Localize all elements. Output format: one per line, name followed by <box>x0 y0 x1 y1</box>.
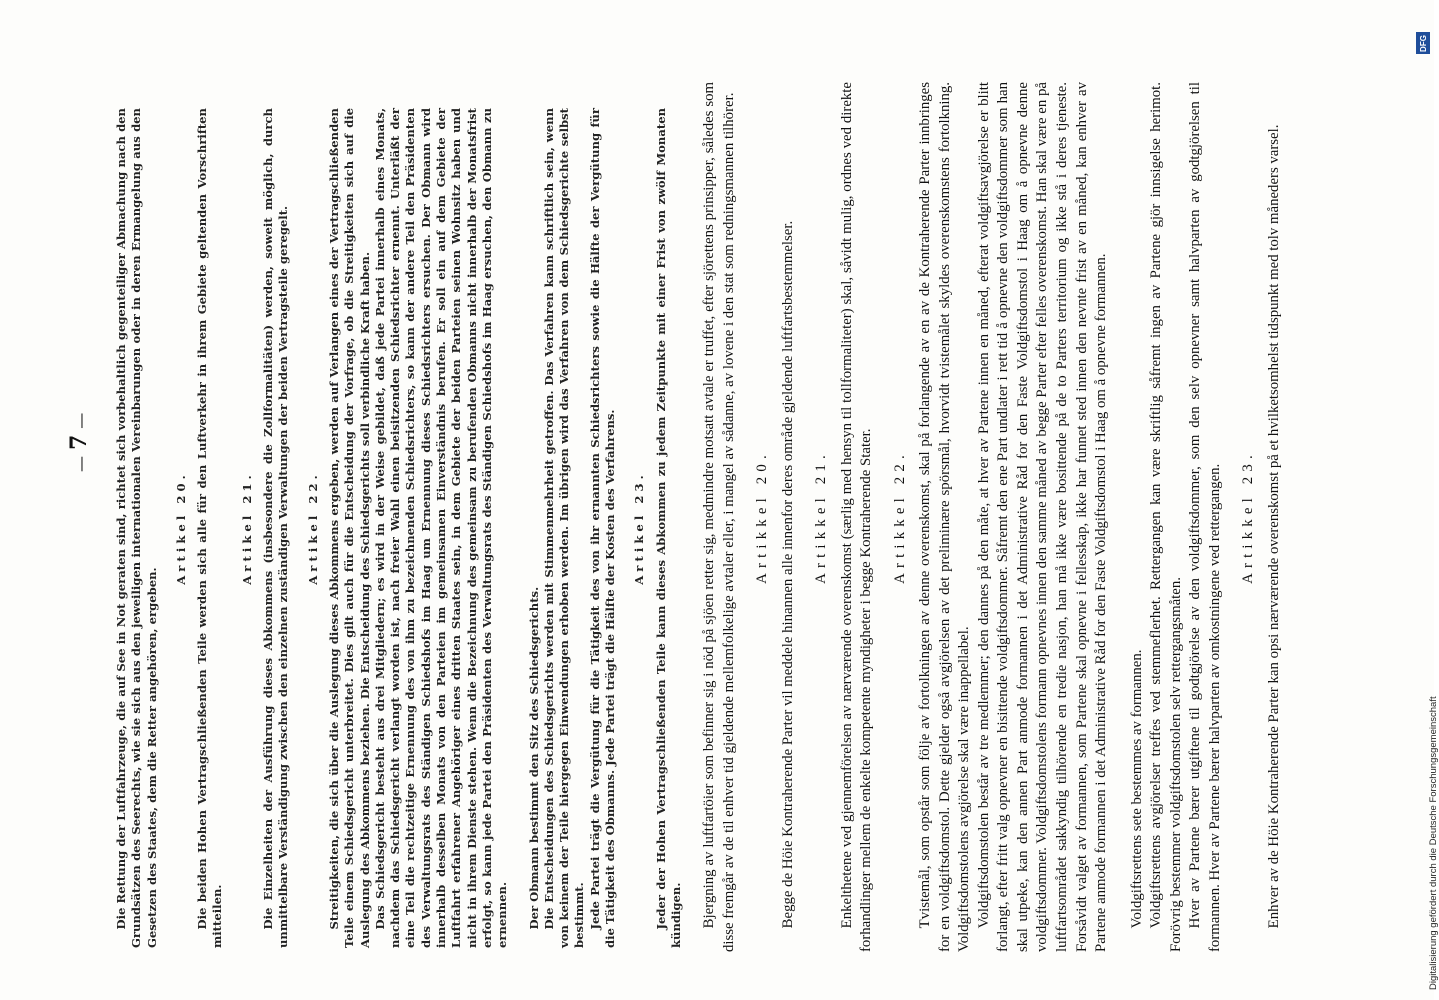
norwegian-article-22-para-3: Voldgiftsrettens sete bestemmes av formannen. <box>1128 649 1145 929</box>
german-article-22-heading: Artikel 22. <box>305 471 320 585</box>
german-intro: Die Rettung der Luftfahrzeuge, die auf See in Not geraten sind, richtet sich vorbehaltlich gegenteiliger Abmachung nach den Grundsätzen des Seerechts, wie sie sich aus den jeweiligen internationalen Vereinbarungen oder in deren Ermangelung aus den Gesetzen des Staates, dem die Retter angehören, ergeben. <box>114 108 159 948</box>
norwegian-intro: Bjergning av luftfartöier som befinner sig i nöd på sjöen retter sig, medmindre motsatt avtale er truffet, efter sjörettens prinsipper, således som disse fremgår av de til enhver tid gjeldende mellemfolkelige avtaler eller, i mangel av sådanne, av lovene i den stat som redningsmannen tilhörer. <box>701 82 737 952</box>
digitization-credit: Digitalisierung gefördert durch die Deutsche Forschungsgemeinschaft <box>1428 696 1439 990</box>
german-article-21-heading: Artikel 21. <box>239 471 254 585</box>
norwegian-article-22-para-2: Voldgiftsdomstolen består av tre medlemmer; den dannes på den måte, at hver av Partene innen en måned, efterat voldgiftsavgjörelse er blitt forlangt, efter fritt valg opnevner en bisittende voldgiftsdommer. Såfremt den ene Part undlater i rett tid å opnevne den voldgiftsdommer som han skal utpeke, kan den annen Part anmode formannen i det Administrative Råd for den Faste Voldgiftsdomstol i Haag om å opnevne denne voldgiftsdommer. Voldgiftsdomstolens formann opnevnes innen den samme måned av begge Parter efter felles overenskomst. Han skal være en på luftfartsområdet sakkyndig tilhörende en tredie nasjon, han må ikke være bosittende på de to Parters territorium og ikke stå i deres tjeneste. Forsåvidt valget av formannen, som Partene skal opnevne i fellesskap, ikke har funnet sted innen den nevnte frist av en måned, kan enhver av Partene anmode formannen i det Administrative Råd for den Faste Voldgiftsdomstol i Haag om å opnevne formannen. <box>975 82 1110 952</box>
norwegian-article-20-heading: Artikkel 20. <box>754 450 771 584</box>
norwegian-article-20-text: Begge de Höie Kontraherende Parter vil meddele hinannen alle innenfor deres område gjeldende luftfartsbestemmelser. <box>779 220 796 929</box>
german-article-20-heading: Artikel 20. <box>173 471 188 585</box>
norwegian-article-21-heading: Artikkel 21. <box>813 450 830 584</box>
german-article-23-text: Jeder der Hohen Vertragschließenden Teile kann dieses Abkommen zu jedem Zeitpunkte mit einer Frist von zwölf Monaten kündigen. <box>653 108 683 948</box>
german-article-22-para-2: Das Schiedsgericht besteht aus drei Mitgliedern; es wird in der Weise gebildet, daß jede Partei innerhalb eines Monats, nachdem das Schiedsgericht verlangt worden ist, nach freier Wahl einen beisitzenden Schiedsrichter ernennt. Unterläßt der eine Teil die rechtzeitige Ernennung des von ihm zu bezeichnenden Schiedsrichters, so kann der andere Teil den Präsidenten des Verwaltungsrats des Ständigen Schiedshofs im Haag um Ernennung dieses Schiedsrichters ersuchen. Der Obmann wird innerhalb desselben Monats von den Parteien im gemeinsamen Einverständnis berufen. Er soll ein auf dem Gebiete der Luftfahrt erfahrener Angehöriger eines dritten Staates sein, in dem Gebiete der beiden Parteien seinen Wohnsitz haben und nicht in ihrem Dienste stehen. Wenn die Bezeichnung des gemeinsam zu berufenden Obmanns nicht innerhalb der Monatsfrist erfolgt, so kann jede Partei den Präsidenten des Verwaltungsrats des Ständigen Schiedshofs im Haag ersuchen, den Obmann zu ernennen. <box>372 108 510 948</box>
norwegian-article-22-heading: Artikkel 22. <box>891 450 908 584</box>
german-article-22-para-5: Jede Partei trägt die Vergütung für die Tätigkeit des von ihr ernannten Schiedsrichters sowie die Hälfte der Vergütung für die Tätigkeit des Obmanns. Jede Partei trägt die Hälfte der Kosten des Verfahrens. <box>587 108 618 948</box>
norwegian-article-23-text: Enhver av de Höie Kontraherende Parter kan opsi nærværende overenskomst på et hvilketsomhelst tidspunkt med tolv måneders varsel. <box>1265 124 1282 929</box>
norwegian-article-21-text: Enkelthetene ved gjennemförelsen av nærværende overenskomst (særlig med hensyn til tollformaliteter) skal, såvidt mulig, ordnes ved direkte forhandlinger mellem de enkelte kompetente myndigheter i begge Kontraherende Stater. <box>838 82 875 952</box>
german-column <box>114 108 684 948</box>
german-article-22-para-4: Die Entscheidungen des Schiedsgerichts werden mit Stimmenmehrheit getroffen. Das Verfahren kann schriftlich sein, wenn von keinem der Teile hiergegen Einwendungen erhoben werden. Im übrigen wird das Verfahren von dem Schiedsgerichte selbst bestimmt. <box>541 108 587 948</box>
german-article-22-para-1: Streitigkeiten, die sich über die Auslegung dieses Abkommens ergeben, werden auf Verlangen eines der Vertragschließenden Teile einem Schiedsgericht unterbreitet. Dies gilt auch für die Entscheidung der Vorfrage, ob die Streitigkeiten sich auf die Auslegung des Abkommens beziehen. Die Entscheidung des Schiedsgerichts soll verbindliche Kraft haben. <box>326 108 372 948</box>
page-number: —7— <box>66 412 92 472</box>
german-article-23-heading: Artikel 23. <box>632 471 647 585</box>
norwegian-text <box>700 82 1284 952</box>
norwegian-article-23-heading: Artikkel 23. <box>1240 450 1257 584</box>
german-article-20-text: Die beiden Hohen Vertragschließenden Teile werden sich alle für den Luftverkehr in ihrem Gebiete geltenden Vorschriften mitteilen. <box>195 108 225 948</box>
german-article-22-para-3: Der Obmann bestimmt den Sitz des Schiedsgerichts. <box>526 586 541 930</box>
norwegian-article-22-para-1: Tvistemål, som opstår som följe av fortolkningen av denne overenskomst, skal på forlangende av en av de Kontraherende Parter innbringes for en voldgiftsdomstol. Dette gjelder også avgjörelsen av det preliminære spörsmål, hvorvidt tvistemålet skyldes overenskomstens fortolkning. Voldgiftsdomstolens avgjörelse skal være inappellabel. <box>917 82 973 952</box>
dfg-logo: DFG <box>1416 32 1430 54</box>
norwegian-article-22-para-4: Voldgiftsrettens avgjörelser treffes ved stemmeflerhet. Rettergangen kan være skriftlig såfremt ingen av Partene gjör innsigelse herimot. Forövrig bestemmer voldgiftsdomstolen selv rettergangsmåten. <box>1148 82 1184 952</box>
german-article-21-text: Die Einzelheiten der Ausführung dieses Abkommens (insbesondere die Zollformalitäten) werden, soweit möglich, durch unmittelbare Verständigung zwischen den einzelnen zuständigen Verwaltungen der beiden Vertragsteile geregelt. <box>261 108 291 948</box>
norwegian-article-22-para-5: Hver av Partene bærer utgiftene til godtgjörelse av den voldgiftsdommer, som den selv opnevner samt halvparten av godtgjörelsen til formannen. Hver av Partene bærer halvparten av omkostningene ved rettergangen. <box>1187 82 1223 952</box>
